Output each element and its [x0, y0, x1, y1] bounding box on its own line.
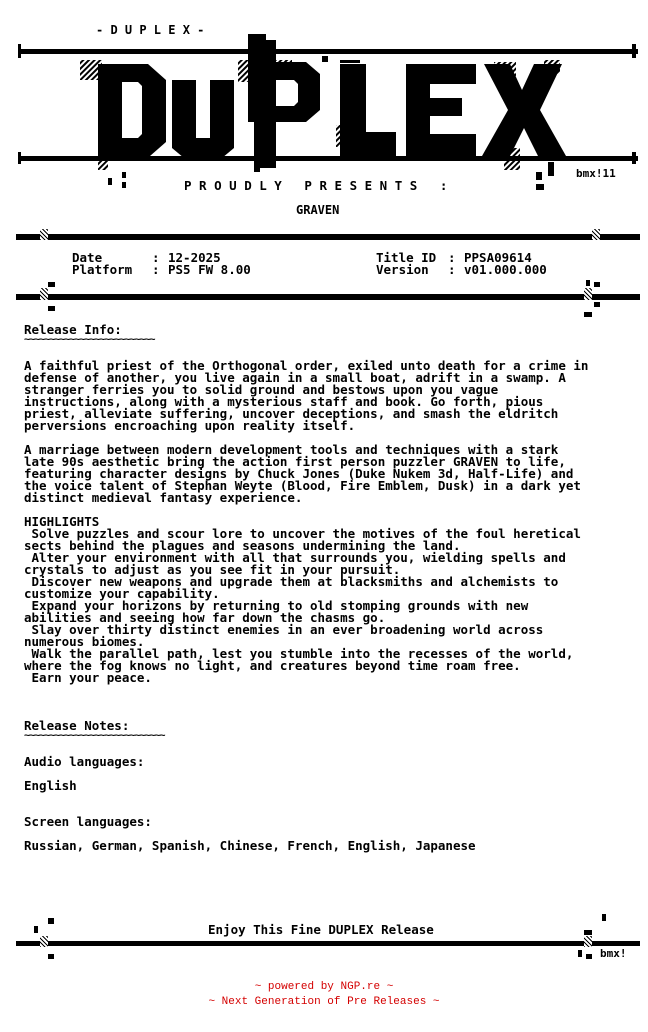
text-line: perversions encroaching upon reality itself. [24, 418, 356, 433]
rule-end-tick [632, 152, 636, 164]
text-line: featuring character designs by Chuck Jones (Duke Nukem 3d, Half-Life) and [24, 466, 574, 481]
proudly-presents: P R O U D L Y P R E S E N T S : [184, 178, 448, 193]
text-line: customize your capability. [24, 586, 220, 601]
release-title: GRAVEN [296, 203, 340, 217]
ascii-speck [594, 302, 600, 307]
ascii-speck [578, 950, 582, 957]
rule-hatch-decoration [592, 229, 600, 240]
ascii-speck [536, 184, 544, 190]
ascii-speck [594, 282, 600, 287]
text-line: Expand your horizons by returning to old stomping grounds with new [24, 598, 529, 613]
release-info-heading: Release Info: [24, 322, 122, 337]
platform-value: PS5 FW 8.00 [168, 262, 251, 277]
text-line: Earn your peace. [24, 670, 152, 685]
ascii-speck [586, 280, 590, 286]
text-line: instructions, along with a mysterious staff and book. Go forth, pious [24, 394, 544, 409]
text-line: sects behind the plagues and seasons undermining the land. [24, 538, 461, 553]
version-value: v01.000.000 [464, 262, 547, 277]
audio-languages-value: English [24, 778, 77, 793]
text-line: Walk the parallel path, lest you stumble into the recesses of the world, [24, 646, 574, 661]
date-colon: : [152, 250, 160, 265]
highlights-heading: HIGHLIGHTS [24, 514, 100, 529]
platform-label: Platform [72, 262, 133, 277]
release-notes-heading: Release Notes: [24, 718, 130, 733]
rule-hatch-decoration [40, 288, 48, 300]
ascii-speck [602, 914, 606, 921]
bottom-signature: bmx! [600, 947, 627, 960]
enjoy-message: Enjoy This Fine DUPLEX Release [208, 922, 434, 937]
ascii-speck [48, 954, 54, 959]
text-line: numerous biomes. [24, 634, 145, 649]
ascii-speck [48, 282, 55, 287]
duplex-ascii-logo [78, 30, 598, 192]
titleid-value: PPSA09614 [464, 250, 532, 265]
info-rule-top [16, 234, 640, 240]
text-line: defense of another, you live again in a small boat, adrift in a swamp. A [24, 370, 566, 385]
titleid-colon: : [448, 250, 456, 265]
text-line: Solve puzzles and scour lore to uncover the motives of the foul heretical [24, 526, 581, 541]
text-line: where the fog knows no light, and creatures beyond time roam free. [24, 658, 521, 673]
rule-hatch-decoration [584, 936, 592, 947]
bottom-rule [16, 941, 640, 946]
group-name-small: - D U P L E X - [96, 23, 205, 37]
highlights-block [24, 516, 634, 684]
version-colon: : [448, 262, 456, 277]
date-value: 12-2025 [168, 250, 221, 265]
date-label: Date [72, 250, 103, 265]
footer-powered-by: ~ powered by NGP.re ~ [254, 981, 394, 993]
text-line: A faithful priest of the Orthogonal order, exiled unto death for a crime in [24, 358, 589, 373]
text-line: the voice talent of Stephan Weyte (Blood, Fire Emblem, Dusk) in a dark yet [24, 478, 581, 493]
info-rule-bottom [16, 294, 640, 300]
rule-hatch-decoration [40, 936, 48, 947]
platform-colon: : [152, 262, 160, 277]
rule-hatch-decoration [40, 229, 48, 240]
text-line: Alter your environment with all that surrounds you, wielding spells and [24, 550, 566, 565]
text-line: crystals to adjust as you see fit in your pursuit. [24, 562, 401, 577]
screen-languages-value: Russian, German, Spanish, Chinese, French, English, Japanese [24, 838, 476, 853]
ascii-speck [108, 178, 112, 185]
text-line: distinct medieval fantasy experience. [24, 490, 303, 505]
ascii-speck [122, 182, 126, 188]
rule-end-tick [632, 44, 636, 58]
rule-hatch-decoration [584, 288, 592, 300]
screen-languages-label: Screen languages: [24, 814, 152, 829]
text-line: late 90s aesthetic bring the action first person puzzler GRAVEN to life, [24, 454, 566, 469]
header-signature: bmx!11 [576, 167, 616, 180]
ascii-speck [586, 954, 592, 959]
text-line: priest, alleviate suffering, uncover deceptions, and smash the eldritch [24, 406, 559, 421]
version-label: Version [376, 262, 429, 277]
text-line: abilities and seeing how far down the chasms go. [24, 610, 386, 625]
rule-end-tick [18, 152, 21, 164]
text-line: A marriage between modern development tools and techniques with a stark [24, 442, 559, 457]
ascii-speck [34, 926, 38, 933]
description-paragraph-1 [24, 360, 634, 432]
audio-languages-label: Audio languages: [24, 754, 145, 769]
ascii-speck [48, 306, 55, 311]
text-line: Discover new weapons and upgrade them at blacksmiths and alchemists to [24, 574, 559, 589]
description-paragraph-2 [24, 444, 634, 504]
ascii-speck [584, 312, 592, 317]
ascii-speck [584, 930, 592, 935]
heading-underline: ~~~~~~~~~~~~~~~~~~~~~~~~~~~~ [24, 730, 165, 741]
text-line: Slay over thirty distinct enemies in an ever broadening world across [24, 622, 544, 637]
titleid-label: Title ID [376, 250, 437, 265]
ascii-speck [48, 918, 54, 924]
footer-tagline: ~ Next Generation of Pre Releases ~ [208, 996, 440, 1008]
heading-underline: ~~~~~~~~~~~~~~~~~~~~~~~~~~ [24, 334, 155, 345]
rule-end-tick [18, 44, 21, 58]
text-line: stranger ferries you to solid ground and bestows upon you vague [24, 382, 499, 397]
